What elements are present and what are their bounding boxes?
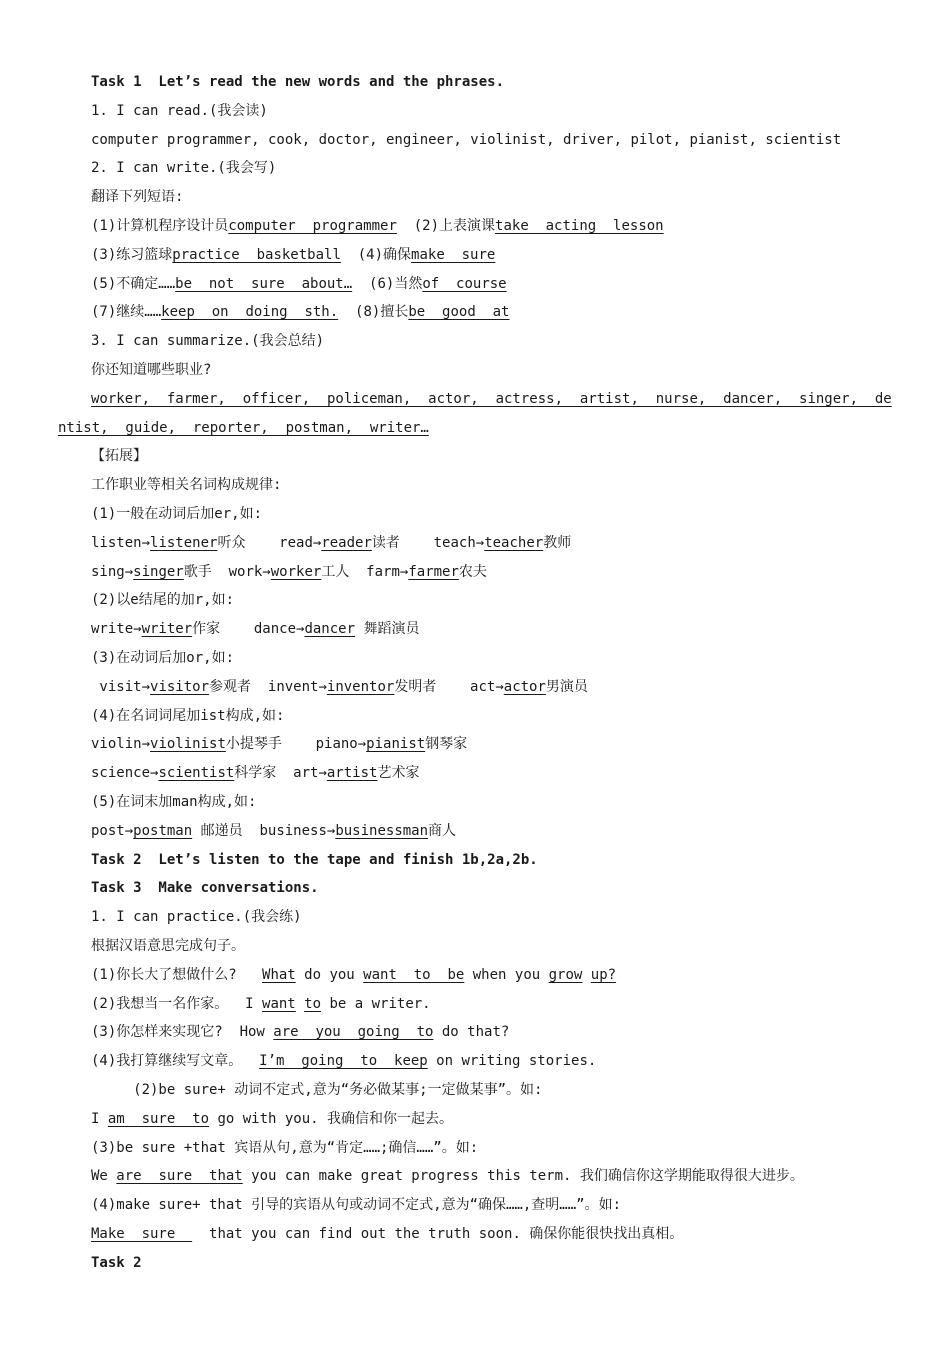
text-line	[91, 848, 538, 872]
text-segment: 邮递员 business→	[192, 822, 336, 839]
text-line	[91, 1020, 509, 1044]
text-line	[91, 1222, 683, 1246]
text-segment: listen→	[91, 534, 151, 551]
text-segment	[582, 967, 590, 983]
text-segment: (3)练习篮球	[91, 246, 173, 263]
answer-blank: worker	[270, 563, 322, 580]
answer-blank: be good at	[408, 304, 510, 321]
text-segment: write→	[91, 621, 142, 638]
text-segment: 你还知道哪些职业?	[91, 362, 212, 378]
text-segment: do you	[295, 966, 364, 983]
answer-blank: businessman	[335, 822, 429, 839]
text-segment: 教师	[543, 534, 572, 551]
text-line	[91, 704, 284, 728]
text-segment: 发明者 act→	[394, 678, 504, 695]
answer-blank: be not sure about…	[175, 275, 353, 292]
text-segment: 小提琴手 piano→	[225, 736, 367, 753]
text-line	[91, 646, 234, 670]
text-segment: Task 1 Let’s read the new words and the phrases.	[91, 74, 505, 90]
text-line	[91, 963, 616, 987]
text-segment: 翻译下列短语:	[91, 189, 184, 206]
text-line	[91, 1136, 478, 1160]
text-segment: visit→	[91, 678, 151, 695]
text-line	[91, 1251, 142, 1275]
answer-blank: What	[262, 966, 296, 983]
text-segment: 参观者 invent→	[209, 678, 327, 695]
text-segment: computer programmer, cook, doctor, engineer, violinist, driver, pilot, pianist, scientist	[91, 131, 842, 148]
text-segment: (4)在名词词尾加ist构成,如:	[91, 707, 285, 724]
answer-blank: postman	[133, 822, 193, 839]
text-segment: when you	[464, 966, 549, 983]
text-line	[91, 560, 487, 584]
text-line	[58, 416, 429, 440]
text-segment: (2)上表演课	[396, 218, 496, 234]
text-segment: (2)be sure+ 动词不定式,意为“务必做某事;一定做某事”。如:	[91, 1082, 543, 1098]
text-line	[91, 300, 509, 324]
text-segment: (4)确保	[340, 246, 412, 263]
answer-blank: Make sure	[91, 1226, 193, 1242]
text-line	[91, 876, 319, 900]
answer-blank: singer	[133, 563, 184, 580]
answer-blank: reader	[321, 534, 372, 551]
text-line	[91, 732, 467, 756]
text-segment: 1. I can read.(我会读)	[91, 102, 268, 119]
text-line	[91, 588, 234, 612]
text-segment: 1. I can practice.(我会练)	[91, 909, 302, 926]
text-line	[91, 1193, 621, 1217]
text-segment: sing→	[91, 563, 134, 580]
text-segment: (3)你怎样来实现它? How	[91, 1024, 274, 1041]
text-line	[91, 99, 268, 123]
text-segment: go with you. 我确信和你一起去。	[209, 1110, 454, 1127]
answer-blank: of course	[422, 275, 507, 292]
text-segment: (1)计算机程序设计员	[91, 218, 229, 234]
text-segment: Task 2 Let’s listen to the tape and finish 1b,2a,2b.	[91, 851, 538, 868]
text-line	[91, 675, 588, 699]
answer-blank: to	[304, 995, 322, 1012]
text-segment: post→	[91, 822, 134, 839]
text-segment	[296, 996, 304, 1012]
answer-blank: farmer	[408, 563, 459, 580]
text-segment: do that?	[433, 1024, 510, 1041]
text-segment: 【拓展】	[91, 448, 147, 465]
text-line	[91, 1107, 453, 1131]
text-line	[91, 617, 419, 641]
answer-blank: violinist	[150, 736, 226, 753]
text-line	[91, 70, 504, 94]
answer-blank: pianist	[366, 736, 426, 753]
answer-blank: inventor	[326, 678, 395, 695]
text-line	[91, 156, 276, 180]
text-segment: We	[91, 1168, 117, 1185]
answer-blank: computer programmer	[228, 218, 397, 234]
text-segment: 商人	[428, 822, 457, 839]
text-segment: (6)当然	[352, 275, 423, 292]
answer-blank: want	[262, 995, 296, 1012]
answer-blank: visitor	[150, 678, 210, 695]
text-line	[91, 128, 841, 152]
answer-blank: artist	[326, 765, 378, 782]
text-line	[91, 992, 431, 1016]
text-segment: be a writer.	[321, 995, 431, 1012]
text-segment: (2)以e结尾的加r,如:	[91, 592, 235, 609]
text-segment: that you can find out the truth soon. 确保你能很快找出真相。	[192, 1226, 684, 1242]
text-segment: (5)在词末加man构成,如:	[91, 794, 257, 810]
answer-blank: keep on doing sth.	[161, 304, 339, 321]
text-segment: 农夫	[458, 563, 487, 580]
text-segment: 2. I can write.(我会写)	[91, 160, 277, 177]
text-segment: 艺术家	[377, 765, 420, 782]
answer-blank: take acting lesson	[495, 218, 664, 234]
text-line	[91, 473, 281, 497]
text-segment: (2)我想当一名作家。 I	[91, 995, 263, 1012]
text-segment: Task 3 Make conversations.	[91, 880, 319, 897]
text-segment: 科学家 art→	[234, 765, 327, 782]
text-segment: (8)擅长	[338, 304, 409, 321]
text-line	[91, 358, 211, 382]
text-segment: (1)你长大了想做什么?	[91, 966, 263, 983]
text-segment: on writing stories.	[427, 1053, 597, 1070]
text-segment: 男演员	[545, 678, 588, 695]
text-segment: (3)在动词后加or,如:	[91, 650, 235, 666]
text-segment: I	[91, 1110, 108, 1127]
answer-blank: I’m going to keep	[259, 1053, 428, 1070]
text-line	[91, 761, 419, 785]
text-line	[91, 1078, 542, 1102]
text-line	[91, 1164, 804, 1188]
text-segment: 3. I can summarize.(我会总结)	[91, 333, 325, 350]
answer-blank: are you going to	[273, 1024, 434, 1041]
text-segment: (5)不确定……	[91, 275, 176, 292]
answer-blank: dancer	[304, 621, 356, 638]
text-segment: 工作职业等相关名词构成规律:	[91, 477, 282, 494]
answer-blank: writer	[141, 621, 193, 638]
answer-blank: teacher	[484, 534, 544, 551]
text-segment: (3)be sure +that 宾语从句,意为“肯定……;确信……”。如:	[91, 1139, 479, 1156]
text-segment: (7)继续……	[91, 304, 162, 321]
text-segment: science→	[91, 765, 159, 782]
text-segment: 工人 farm→	[321, 563, 409, 580]
text-segment: (4)make sure+ that 引导的宾语从句或动词不定式,意为“确保……,查明……”。如:	[91, 1197, 622, 1214]
answer-blank: are sure that	[116, 1168, 243, 1185]
answer-blank: make sure	[411, 246, 496, 263]
text-segment: 根据汉语意思完成句子。	[91, 938, 245, 954]
text-segment: violin→	[91, 736, 151, 753]
text-line	[91, 905, 302, 929]
text-segment: 舞蹈演员	[355, 621, 420, 638]
text-line	[91, 502, 262, 526]
text-segment: 听众 read→	[217, 534, 322, 551]
answer-blank: grow	[548, 966, 583, 983]
answer-blank: up?	[590, 966, 617, 983]
text-line	[91, 444, 147, 468]
text-segment: (1)一般在动词后加er,如:	[91, 506, 263, 522]
answer-blank: want to be	[363, 966, 465, 983]
text-segment: 歌手 work→	[183, 563, 271, 580]
answer-blank: ntist, guide, reporter, postman, writer…	[58, 419, 429, 436]
text-segment: 钢琴家	[425, 736, 468, 753]
answer-blank: actor	[503, 678, 546, 695]
answer-blank: am sure to	[107, 1110, 210, 1127]
text-segment: 读者 teach→	[371, 534, 485, 551]
text-segment: Task 2	[91, 1254, 142, 1271]
text-line	[91, 819, 456, 843]
text-line	[91, 185, 183, 209]
text-line	[91, 790, 256, 814]
answer-blank: worker, farmer, officer, policeman, actor, actress, artist, nurse, dancer, singer, de	[91, 390, 892, 407]
text-line	[91, 329, 324, 353]
text-line	[91, 243, 495, 267]
text-line	[91, 1049, 596, 1073]
answer-blank: scientist	[158, 765, 235, 782]
text-segment: 作家 dance→	[192, 621, 305, 638]
text-line	[91, 387, 892, 411]
text-segment: you can make great progress this term. 我们确信你这学期能取得很大进步。	[242, 1168, 804, 1185]
answer-blank: practice basketball	[172, 246, 341, 263]
text-line	[91, 934, 245, 958]
text-line	[91, 531, 571, 555]
text-segment: (4)我打算继续写文章。	[91, 1053, 260, 1070]
text-line	[91, 214, 664, 238]
answer-blank: listener	[150, 534, 218, 551]
text-line	[91, 272, 507, 296]
